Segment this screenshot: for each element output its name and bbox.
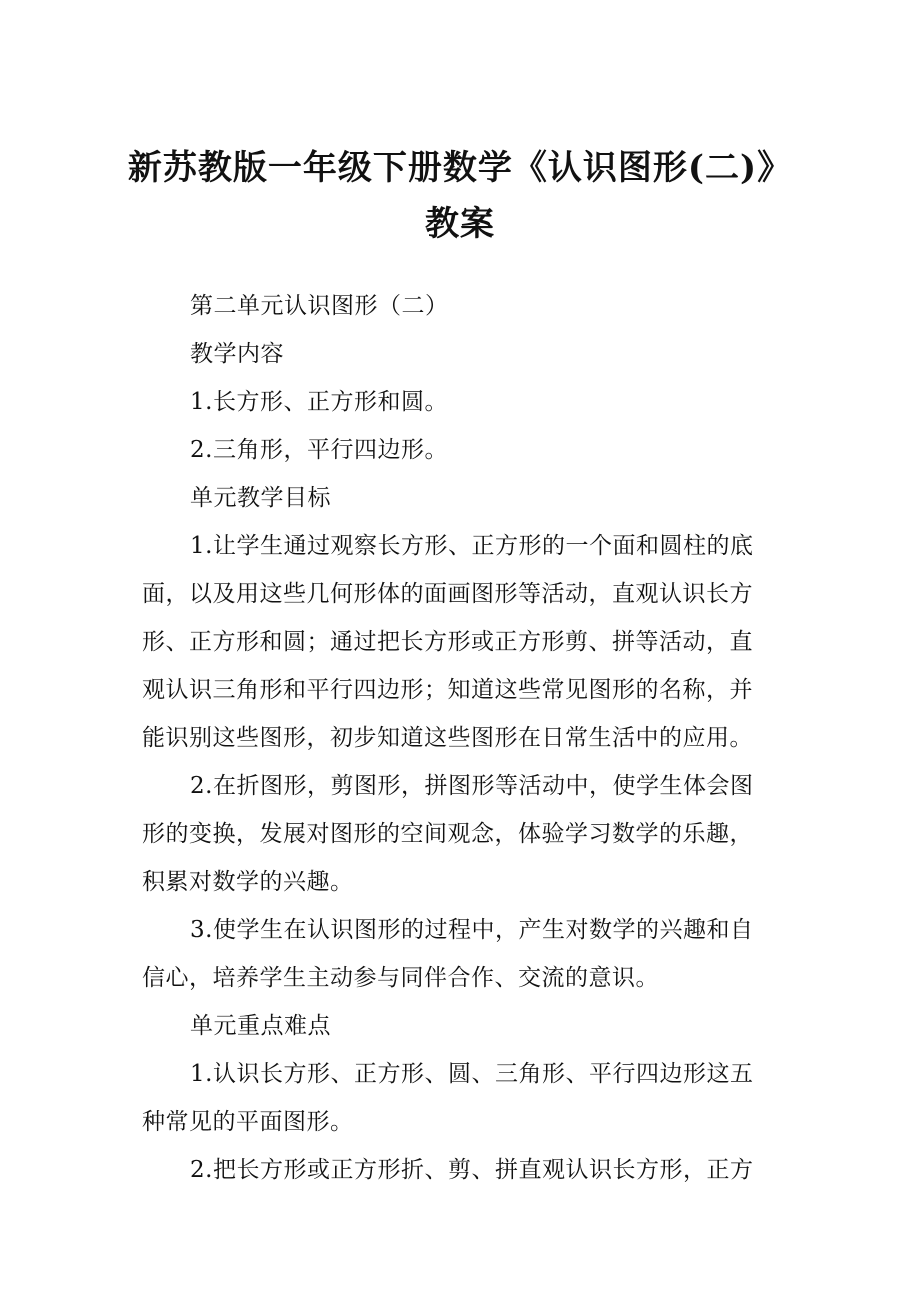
key-points-heading: 单元重点难点 <box>190 1013 331 1039</box>
goal-2-line-1: 2.在折图形，剪图形，拼图形等活动中，使学生体会图 <box>190 773 754 799</box>
content-heading: 教学内容 <box>190 341 284 367</box>
document-body <box>142 282 794 1194</box>
goal-paragraph-2 <box>142 762 794 906</box>
goal-1-line-2: 面，以及用这些几何形体的面画图形等活动，直观认识长方 <box>142 581 753 607</box>
key-point-paragraph-1 <box>142 1050 794 1146</box>
goal-1-line-1: 1.让学生通过观察长方形、正方形的一个面和圆柱的底 <box>190 533 754 559</box>
key-point-2-line-1: 2.把长方形或正方形折、剪、拼直观认识长方形，正方 <box>190 1157 754 1183</box>
goals-heading: 单元教学目标 <box>190 485 331 511</box>
document-title-line-1: 新苏教版一年级下册数学《认识图形(二)》 <box>127 148 793 188</box>
goal-paragraph-1 <box>142 522 794 762</box>
goal-3-line-1: 3.使学生在认识图形的过程中，产生对数学的兴趣和自 <box>190 917 754 943</box>
goal-3-line-2: 信心，培养学生主动参与同伴合作、交流的意识。 <box>142 965 659 991</box>
goal-2-line-3: 积累对数学的兴趣。 <box>142 869 354 895</box>
goal-1-line-4: 观认识三角形和平行四边形；知道这些常见图形的名称，并 <box>142 677 753 703</box>
key-point-1-line-2: 种常见的平面图形。 <box>142 1109 354 1135</box>
goal-1-line-3: 形、正方形和圆；通过把长方形或正方形剪、拼等活动，直 <box>142 629 753 655</box>
goal-1-line-5: 能识别这些图形，初步知道这些图形在日常生活中的应用。 <box>142 725 753 751</box>
goal-2-line-2: 形的变换，发展对图形的空间观念，体验学习数学的乐趣， <box>142 821 753 847</box>
content-item-2: 2.三角形，平行四边形。 <box>190 437 448 463</box>
key-point-1-line-1: 1.认识长方形、正方形、圆、三角形、平行四边形这五 <box>190 1061 754 1087</box>
unit-heading: 第二单元认识图形（二） <box>190 293 449 319</box>
content-item-1: 1.长方形、正方形和圆。 <box>190 389 448 415</box>
key-point-paragraph-2 <box>142 1146 794 1194</box>
document-title-line-2: 教案 <box>425 204 495 244</box>
goal-paragraph-3 <box>142 906 794 1002</box>
